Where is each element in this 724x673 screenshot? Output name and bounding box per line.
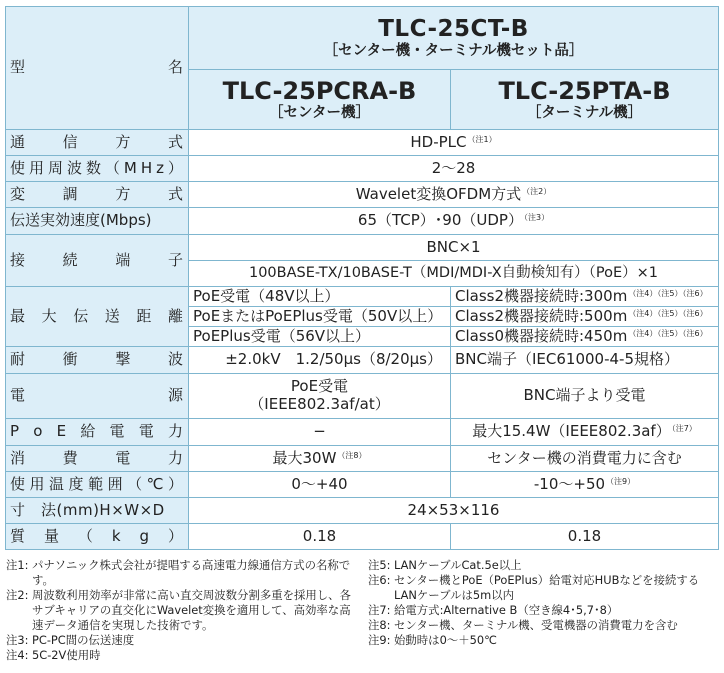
label-char: P (10, 422, 21, 441)
dimension-label: 寸 法(mm)H×W×D (6, 498, 189, 524)
footnote: 注4: 5C-2V使用時 (6, 648, 101, 662)
label-char: 距 (136, 306, 153, 325)
mod-label (10, 186, 184, 204)
label-char: k (111, 526, 122, 545)
label-char: ） (167, 474, 184, 493)
power-label (10, 387, 184, 405)
label-char: 接 (10, 250, 27, 269)
power-terminal: BNC端子より受電 (451, 374, 719, 419)
poe-power-terminal: 最大15.4W（IEEE802.3af） (472, 422, 671, 441)
label-char: 力 (167, 422, 184, 441)
distance-class-1: Class2機器接続時:300m (455, 286, 628, 305)
consumption-terminal: センター機の消費電力に含む (451, 446, 719, 472)
label-char: 子 (167, 250, 184, 269)
label-char: 電 (115, 448, 132, 467)
dimension-value: 24×53×116 (189, 498, 719, 524)
label-char: 度 (68, 474, 85, 493)
set-model: TLC-25CT-B (378, 15, 529, 42)
label-char: 変 (10, 184, 27, 203)
footnotes-right (368, 558, 718, 648)
comm-value-cell (189, 130, 719, 156)
consumption-center: 最大30W (272, 448, 337, 467)
label-char: 用 (29, 474, 46, 493)
poe-power-center: − (189, 419, 451, 446)
mod-value-cell (189, 182, 719, 208)
footnote: 注2: 周波数利用効率が非常に高い直交周波数分割多重を採用し、各サブキャリアの直交化にWavelet変換を適用して、高効率な高速データ通信を実現した技術です。 (6, 588, 351, 632)
distance-class-1-cell (451, 287, 719, 307)
spec-table (5, 6, 719, 550)
poe-power-terminal-cell (451, 419, 719, 446)
model-label-cell (6, 7, 189, 130)
poe-power-note: （注7） (671, 424, 697, 434)
temp-center: 0〜+40 (189, 472, 451, 498)
power-center-1: PoE受電 (290, 377, 349, 396)
label-char: 送 (104, 306, 121, 325)
label-char: 伝 (73, 306, 90, 325)
temp-terminal: -10〜+50 (533, 474, 606, 493)
label-char: 温 (49, 474, 66, 493)
label-char: g (139, 526, 151, 545)
label-char: 囲 (107, 474, 124, 493)
label-char: 源 (167, 386, 184, 405)
label-char: 周 (47, 158, 64, 177)
temp-label (10, 476, 184, 494)
label-char: 方 (115, 132, 132, 151)
label-char: ） (167, 158, 184, 177)
footnote: 注7: 給電方式:Alternative B（空き線4･5,7･8） (368, 603, 619, 617)
center-model-cell (189, 70, 451, 130)
distance-class-2-cell (451, 307, 719, 327)
distance-note-1: （注4）（注5）（注6） (628, 288, 708, 298)
label-char: 耐 (10, 350, 27, 369)
label-char: 撃 (115, 350, 132, 369)
label-char: 費 (62, 448, 79, 467)
label-char: ） (167, 526, 184, 545)
label-char: H (140, 158, 154, 177)
terminal-bnc: BNC×1 (189, 235, 719, 261)
label-char: 通 (10, 132, 27, 151)
center-model-sub: ［センター機］ (269, 105, 370, 122)
speed-value-cell (189, 208, 719, 235)
comm-label (10, 134, 184, 152)
label-char: 範 (88, 474, 105, 493)
mass-terminal: 0.18 (451, 524, 719, 550)
label-char: 量 (43, 526, 60, 545)
label-char: 名 (167, 58, 184, 77)
label-char: 型 (10, 58, 27, 77)
label-char: 大 (41, 306, 58, 325)
label-char: 続 (62, 250, 79, 269)
label-char: 衝 (62, 350, 79, 369)
distance-poe-3: PoEPlus受電（56V以上） (189, 327, 451, 347)
label-char: 式 (167, 184, 184, 203)
speed-value: 65（TCP）･90（UDP） (357, 211, 523, 230)
footnote: 注1: パナソニック株式会社が提唱する高速電力線通信方式の名称です。 (6, 558, 351, 587)
label-char: 方 (115, 184, 132, 203)
consumption-center-cell (189, 446, 451, 472)
label-char: 消 (10, 448, 27, 467)
freq-value: 2〜28 (189, 156, 719, 182)
distance-note-2: （注4）（注5）（注6） (628, 308, 708, 318)
terminal-lan: 100BASE-TX/10BASE-T（MDI/MDI-X自動検知有）（PoE）×1 (189, 261, 719, 287)
label-char: M (123, 158, 138, 177)
label-char: 電 (138, 422, 155, 441)
set-model-sub: ［センター機・ターミナル機セット品］ (323, 43, 584, 59)
label-char: 使 (10, 158, 27, 177)
label-char: E (56, 422, 68, 441)
terminal-model-cell (451, 70, 719, 130)
label-char: 力 (167, 448, 184, 467)
mass-center: 0.18 (189, 524, 451, 550)
terminal-label (10, 252, 184, 270)
distance-class-2: Class2機器接続時:500m (455, 306, 628, 325)
comm-value: HD-PLC (410, 132, 467, 151)
surge-label (10, 351, 184, 369)
distance-note-3: （注4）（注5）（注6） (628, 328, 708, 338)
terminal-model: TLC-25PTA-B (498, 76, 671, 105)
distance-label (10, 308, 184, 326)
label-char: 質 (10, 526, 27, 545)
consumption-note: （注8） (337, 450, 367, 460)
label-char: 用 (28, 158, 45, 177)
surge-value-2: BNC端子（IEC61000-4-5規格） (451, 347, 719, 374)
speed-label: 伝送実効速度(Mbps) (6, 208, 189, 235)
label-char: 波 (66, 158, 83, 177)
terminal-model-sub: ［ターミナル機］ (526, 105, 643, 122)
label-char: （ (127, 474, 144, 493)
label-char: 式 (167, 132, 184, 151)
footnote: 注9: 始動時は0〜＋50℃ (368, 633, 497, 647)
label-char: 波 (167, 350, 184, 369)
distance-class-3: Class0機器接続時:450m (455, 326, 628, 345)
surge-value-1: ±2.0kV 1.2/50μs（8/20μs） (189, 347, 451, 374)
label-char: 信 (62, 132, 79, 151)
temp-note: （注9） (606, 476, 636, 486)
label-char: 使 (10, 474, 27, 493)
poe-power-label (10, 423, 184, 441)
label-char: 調 (62, 184, 79, 203)
label-char: 給 (80, 422, 97, 441)
power-center-2: （IEEE802.3af/at） (249, 395, 390, 413)
model-label (10, 59, 184, 77)
power-center-cell (189, 374, 451, 419)
label-char: 最 (10, 306, 27, 325)
center-model: TLC-25PCRA-B (222, 76, 417, 105)
set-model-cell (189, 7, 719, 70)
label-char: 電 (10, 386, 27, 405)
label-char: z (156, 158, 165, 177)
footnote: 注8: センター機、ターミナル機、受電機器の消費電力を含む (368, 618, 678, 632)
label-char: o (33, 422, 44, 441)
distance-poe-2: PoEまたはPoEPlus受電（50V以上） (189, 307, 451, 327)
label-char: 端 (115, 250, 132, 269)
speed-note: （注3） (523, 213, 550, 223)
label-char: （ (104, 158, 121, 177)
label-char: 電 (109, 422, 126, 441)
consumption-label (10, 450, 184, 468)
mass-label (10, 528, 184, 546)
label-char: （ (77, 526, 94, 545)
label-char: 数 (85, 158, 102, 177)
footnote: 注3: PC-PC間の伝送速度 (6, 633, 135, 647)
freq-label (10, 160, 184, 178)
mod-value: Wavelet変換OFDM方式 (355, 184, 522, 203)
comm-note: （注1） (467, 134, 497, 144)
distance-class-3-cell (451, 327, 719, 347)
label-char: 離 (167, 306, 184, 325)
footnotes-left (6, 558, 356, 663)
footnote: 注5: LANケーブルCat.5e以上 (368, 558, 522, 572)
distance-poe-1: PoE受電（48V以上） (189, 287, 451, 307)
mod-note: （注2） (522, 186, 552, 196)
label-char: ℃ (146, 474, 165, 493)
footnote: 注6: センター機とPoE（PoEPlus）給電対応HUBなどを接続するLANケーブルは5m以内 (368, 573, 700, 602)
temp-terminal-cell (451, 472, 719, 498)
